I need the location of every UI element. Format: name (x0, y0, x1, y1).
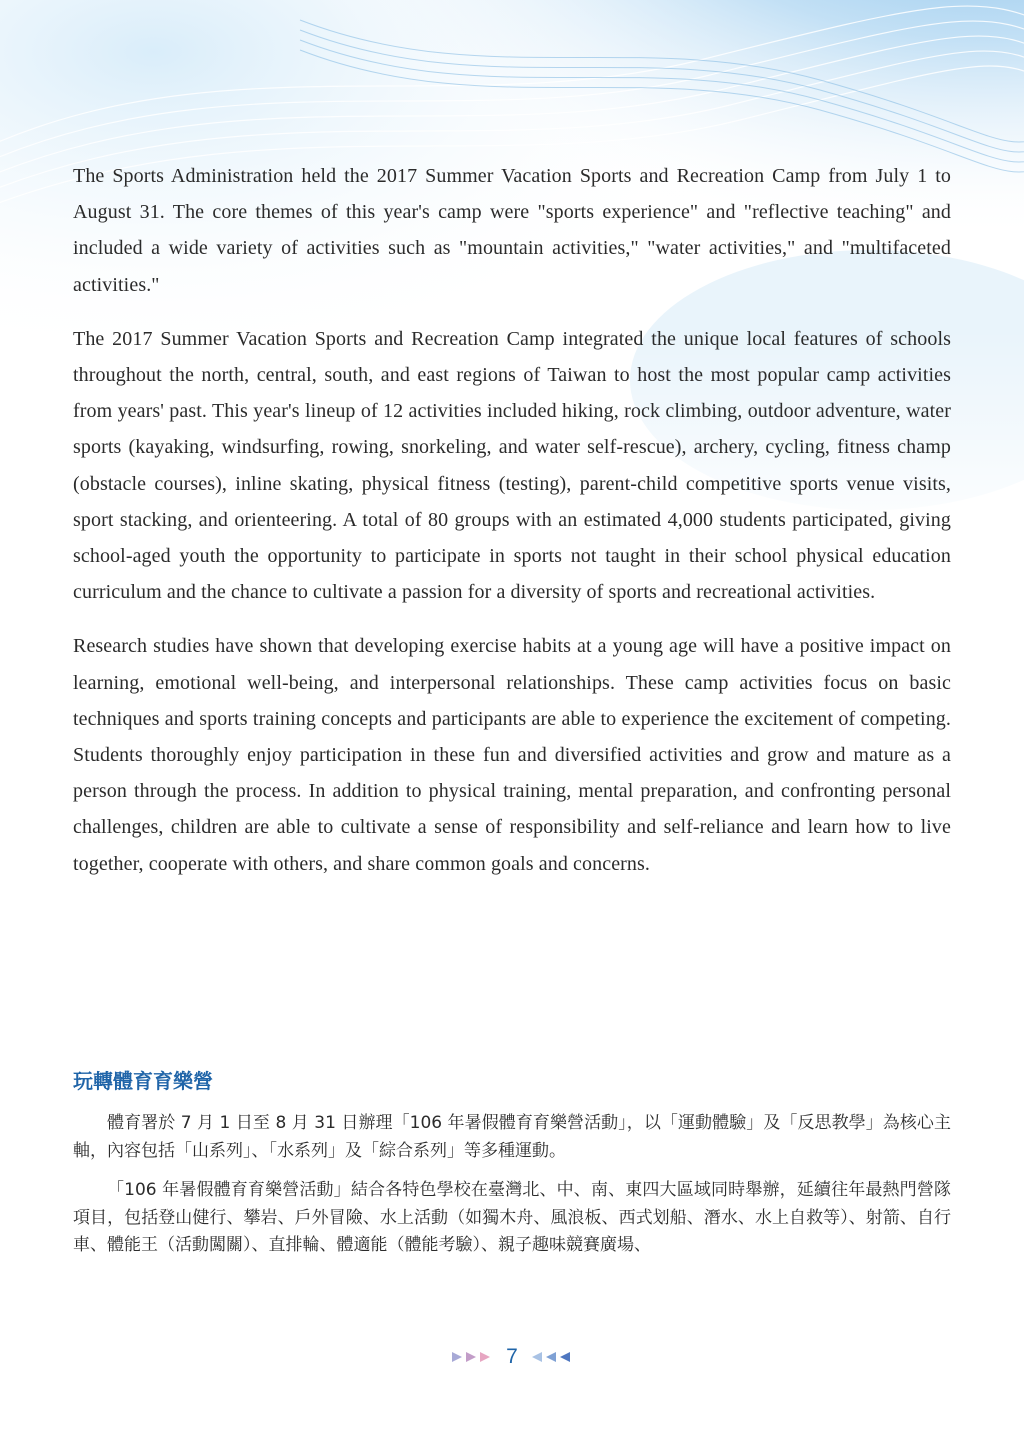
chinese-article (73, 1066, 951, 1272)
english-paragraph-2: The 2017 Summer Vacation Sports and Recreation Camp integrated the unique local features of schools throughout the north, central, south, and east regions of Taiwan to host the most popular camp activities from years' past. This year's lineup of 12 activities included hiking, rock climbing, outdoor adventure, water sports (kayaking, windsurfing, rowing, snorkeling, and water self-rescue), archery, cycling, fitness champ (obstacle courses), inline skating, physical fitness (testing), parent-child competitive sports venue visits, sport stacking, and orienteering. A total of 80 groups with an estimated 4,000 students participated, giving school-aged youth the opportunity to participate in sports not taught in their school physical education curriculum and the chance to cultivate a passion for a diversity of sports and recreational activities. (73, 327, 951, 604)
chinese-section-heading: 玩轉體育育樂營 (73, 1069, 213, 1093)
chinese-paragraph-2: 「106 年暑假體育育樂營活動」結合各特色學校在臺灣北、中、南、東四大區域同時舉辦，延續往年最熱門營隊項目，包括登山健行、攀岩、戶外冒險、水上活動（如獨木舟、風浪板、西式划船、潛水、水上自救等）、射箭、自行車、體能王（活動闖關）、直排輪、體適能（體能考驗）、親子趣味競賽廣場、 (73, 1180, 951, 1255)
left-arrows-icon (532, 1350, 572, 1364)
english-article (73, 158, 951, 900)
english-paragraph-3: Research studies have shown that developing exercise habits at a young age will have a positive impact on learning, emotional well-being, and interpersonal relationships. These camp activities focus on basic techniques and sports training concepts and participants are able to experience the excitement of competing. Students thoroughly enjoy participation in these fun and diversified activities and grow and mature as a person through the process. In addition to physical training, mental preparation, and confronting personal challenges, children are able to cultivate a sense of responsibility and self-reliance and learn how to live together, cooperate with others, and share common goals and concerns. (73, 635, 951, 875)
right-arrows-icon (452, 1350, 492, 1364)
english-paragraph-1: The Sports Administration held the 2017 Summer Vacation Sports and Recreation Camp from July 1 to August 31. The core themes of this year's camp were "sports experience" and "reflective teaching" and included a wide variety of activities such as "mountain activities," "water activities," and "multifaceted activities." (73, 165, 951, 296)
page-footer (0, 1342, 1024, 1372)
chinese-paragraph-1: 體育署於 7 月 1 日至 8 月 31 日辦理「106 年暑假體育育樂營活動」，以「運動體驗」及「反思教學」為核心主軸，內容包括「山系列」、「水系列」及「綜合系列」等多種運動。 (73, 1113, 951, 1161)
page-number: 7 (506, 1345, 518, 1368)
